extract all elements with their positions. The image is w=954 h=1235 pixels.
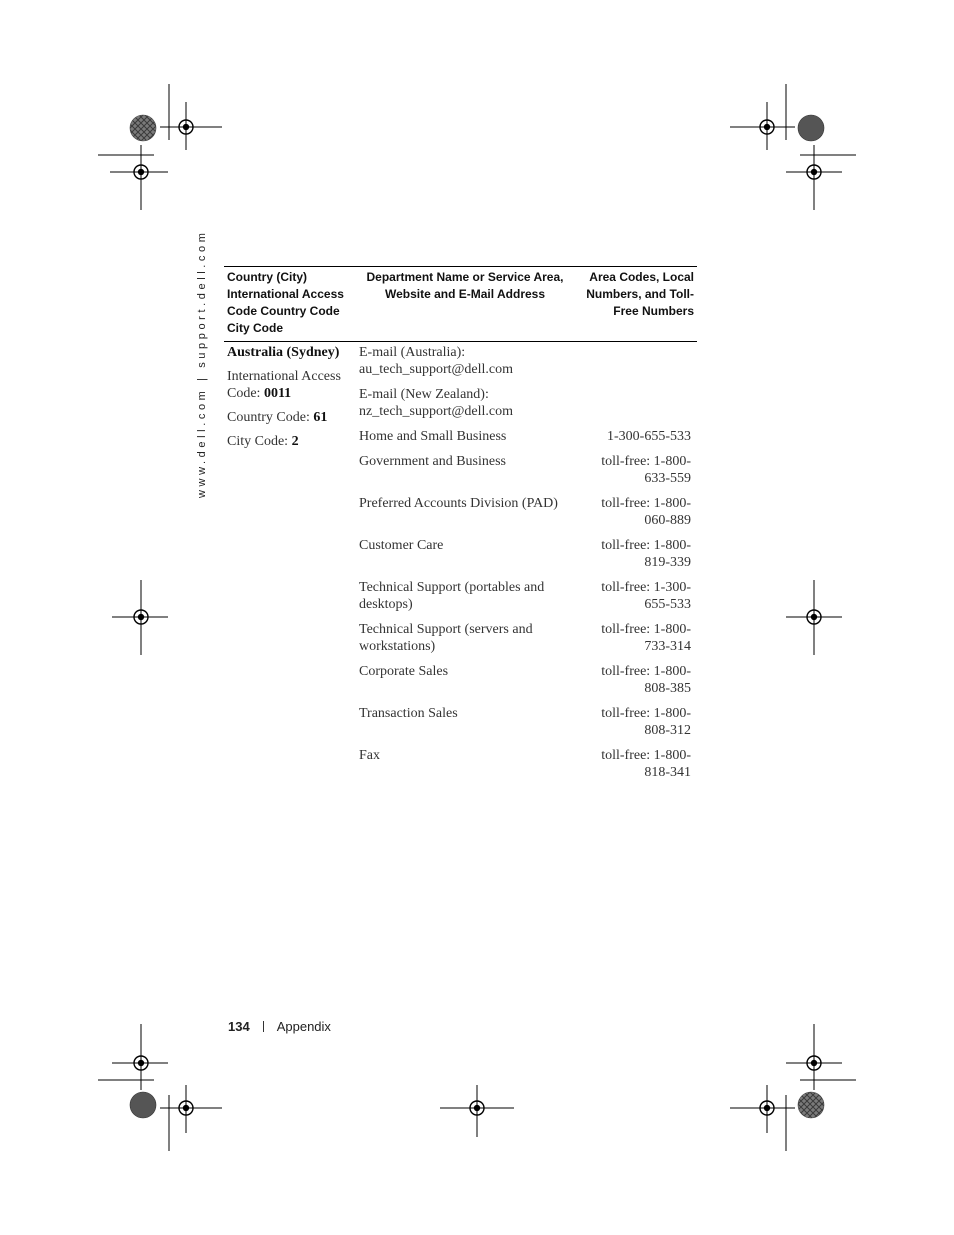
registration-mark-icon (119, 1041, 163, 1085)
registration-mark-icon (792, 595, 836, 639)
department-cell: Home and Small Business (359, 429, 507, 444)
page-number: 134 (228, 1019, 250, 1034)
department-cell: Government and Business (359, 454, 506, 469)
registration-mark-icon (792, 1041, 836, 1085)
number-cell: toll-free: 1-800-808-385 (601, 664, 691, 696)
header-numbers: Area Codes, Local Numbers, and Toll-Free Numbers (586, 270, 694, 318)
number-cell: toll-free: 1-800-633-559 (601, 454, 691, 486)
contact-table (224, 266, 697, 787)
number-cell (574, 384, 697, 426)
intl-access-label: International Access Code: (227, 369, 341, 401)
department-cell: Preferred Accounts Division (PAD) (359, 496, 558, 511)
page-footer (228, 1019, 331, 1034)
department-cell: Customer Care (359, 538, 444, 553)
color-target-icon (130, 115, 156, 141)
country-code-label: Country Code: (227, 410, 314, 425)
section-name: Appendix (276, 1019, 331, 1034)
header-country: Country (City) International Access Code Country Code City Code (227, 270, 344, 335)
number-cell: toll-free: 1-800-818-341 (601, 748, 691, 780)
color-target-icon (798, 1092, 824, 1118)
department-cell: Technical Support (portables and desktops) (359, 580, 545, 612)
table-header-row (224, 267, 697, 342)
registration-mark-icon (745, 105, 789, 149)
color-target-icon (130, 1092, 156, 1118)
department-cell: E-mail (New Zealand): nz_tech_support@dell.com (359, 387, 514, 419)
number-cell: toll-free: 1-800-808-312 (601, 706, 691, 738)
number-cell: toll-free: 1-800-060-889 (601, 496, 691, 528)
number-cell: toll-free: 1-300-655-533 (601, 580, 691, 612)
number-cell: 1-300-655-533 (607, 429, 691, 444)
department-cell: Corporate Sales (359, 664, 449, 679)
registration-mark-icon (119, 595, 163, 639)
city-code-label: City Code: (227, 434, 292, 449)
intl-access-value: 0011 (263, 386, 292, 401)
number-cell (574, 342, 697, 385)
country-code-value: 61 (313, 410, 328, 425)
city-code-value: 2 (291, 434, 299, 449)
table-row (224, 342, 697, 385)
footer-divider (263, 1021, 264, 1032)
registration-mark-icon (745, 1086, 789, 1130)
color-target-icon (798, 115, 824, 141)
department-cell: E-mail (Australia): au_tech_support@dell.com (359, 345, 514, 377)
side-website-label: www.dell.com | support.dell.com (196, 229, 208, 498)
country-name: Australia (Sydney) (227, 345, 340, 360)
department-cell: Transaction Sales (359, 706, 458, 721)
department-cell: Technical Support (servers and workstations) (359, 622, 533, 654)
number-cell: toll-free: 1-800-819-339 (601, 538, 691, 570)
registration-mark-icon (119, 150, 163, 194)
country-cell (224, 342, 356, 788)
department-cell: Fax (359, 748, 380, 763)
registration-mark-icon (792, 150, 836, 194)
header-department: Department Name or Service Area, Website and E-Mail Address (366, 270, 564, 301)
number-cell: toll-free: 1-800-733-314 (601, 622, 691, 654)
registration-mark-icon (455, 1086, 499, 1130)
registration-mark-icon (164, 105, 208, 149)
registration-mark-icon (164, 1086, 208, 1130)
